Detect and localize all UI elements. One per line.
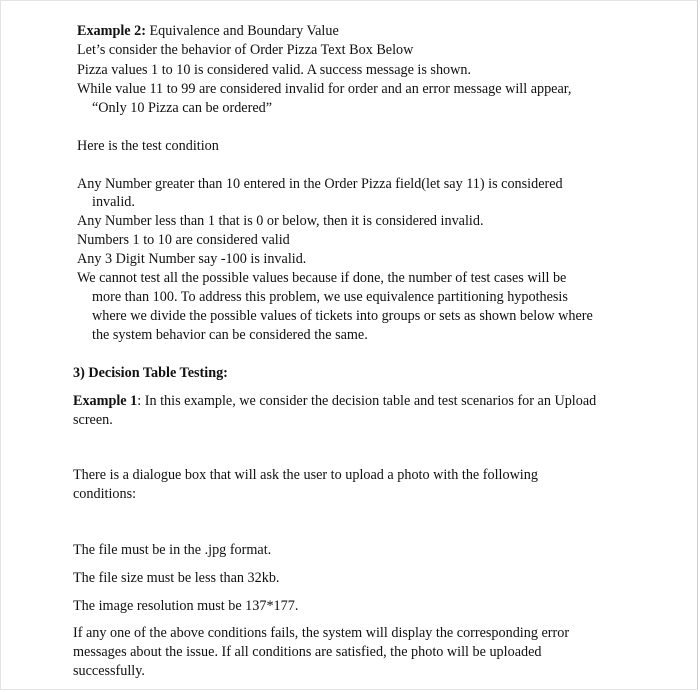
example1-cont: screen. [73,412,113,428]
failure-line2: messages about the issue. If all conditions are satisfied, the photo will be uploaded [73,644,542,660]
condition-1a: Any Number greater than 10 entered in the Order Pizza field(let say 11) is considered [77,176,563,192]
requirement-size: The file size must be less than 32kb. [73,570,280,586]
example2-line2: Pizza values 1 to 10 is considered valid. A success message is shown. [77,62,472,78]
example1-line [73,392,596,410]
failure-line3: successfully. [73,663,145,679]
example2-line4: “Only 10 Pizza can be ordered” [92,100,273,116]
example1-rest: : In this example, we consider the decision table and test scenarios for an Upload [137,393,597,409]
paragraph-line2: more than 100. To address this problem, we use equivalence partitioning hypothesis [92,289,568,305]
example2-line1: Let’s consider the behavior of Order Pizza Text Box Below [77,42,414,58]
example2-heading-rest: Equivalence and Boundary Value [145,23,339,39]
dialog-line1: There is a dialogue box that will ask the user to upload a photo with the following [73,467,538,483]
requirement-resolution: The image resolution must be 137*177. [73,598,299,614]
failure-line1: If any one of the above conditions fails, the system will display the corresponding error [73,625,570,641]
condition-4: Any 3 Digit Number say -100 is invalid. [77,251,307,267]
example1-bold: Example 1 [73,393,138,409]
section3-heading: 3) Decision Table Testing: [73,365,228,381]
example2-heading [77,22,339,40]
paragraph-line4: the system behavior can be considered the same. [92,327,368,343]
condition-3: Numbers 1 to 10 are considered valid [77,232,290,248]
test-condition-label: Here is the test condition [77,138,219,154]
requirement-format: The file must be in the .jpg format. [73,542,272,558]
dialog-line2: conditions: [73,486,137,502]
paragraph-line3: where we divide the possible values of tickets into groups or sets as shown below where [92,308,593,324]
example2-line3: While value 11 to 99 are considered invalid for order and an error message will appear, [77,81,572,97]
example2-heading-bold: Example 2: [77,23,146,39]
condition-1b: invalid. [92,194,135,210]
paragraph-line1: We cannot test all the possible values because if done, the number of test cases will be [77,270,567,286]
condition-2: Any Number less than 1 that is 0 or below, then it is considered invalid. [77,213,484,229]
